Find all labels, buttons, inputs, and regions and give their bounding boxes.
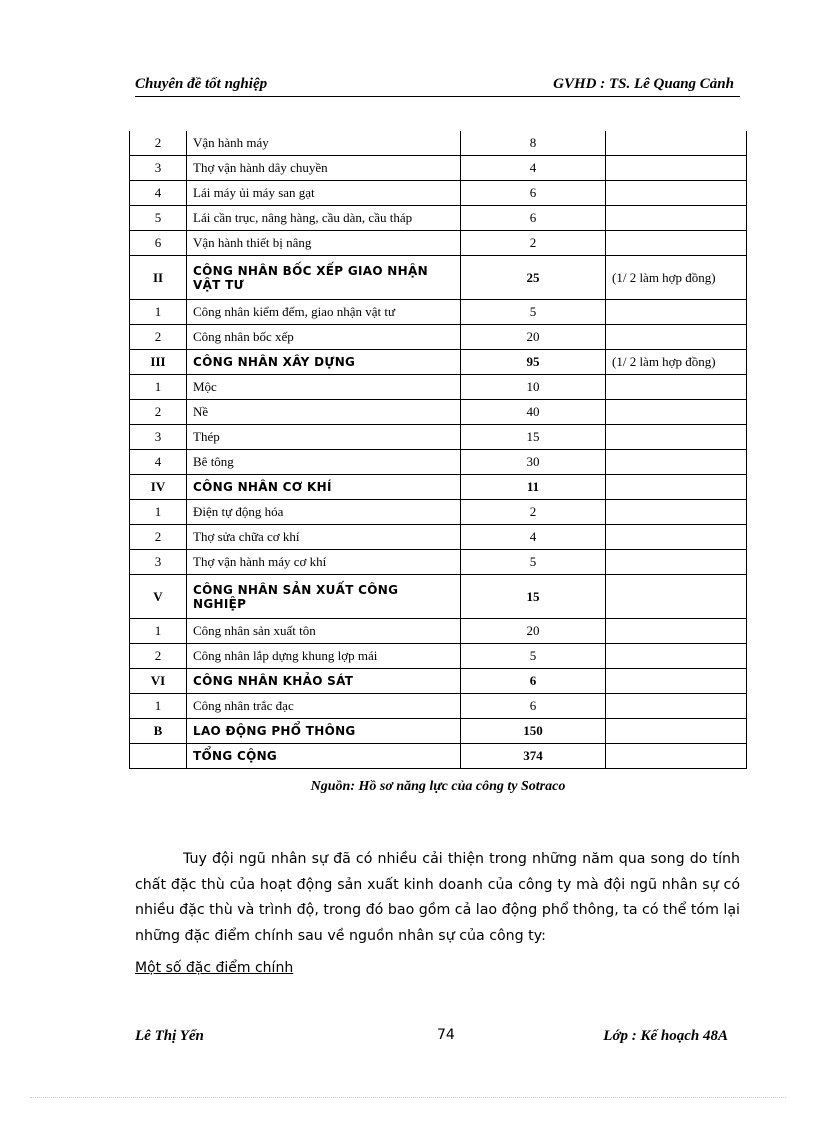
row-note-cell: (1/ 2 làm hợp đồng)	[606, 256, 747, 300]
row-note-cell	[606, 575, 747, 619]
row-name-cell: Thợ vận hành máy cơ khí	[187, 550, 461, 575]
row-quantity-cell: 374	[461, 744, 606, 769]
header-advisor: GVHD : TS. Lê Quang Cảnh	[553, 76, 734, 92]
row-note-cell	[606, 300, 747, 325]
row-quantity-cell: 15	[461, 425, 606, 450]
table-row	[130, 300, 747, 325]
row-name-cell: Công nhân trắc đạc	[187, 694, 461, 719]
row-name-cell: TỔNG CỘNG	[187, 744, 461, 769]
row-note-cell	[606, 375, 747, 400]
table-row	[130, 231, 747, 256]
row-number-cell: 2	[130, 131, 187, 156]
table-row	[130, 400, 747, 425]
row-name-cell: Thợ sửa chữa cơ khí	[187, 525, 461, 550]
row-number-cell: 2	[130, 400, 187, 425]
row-note-cell	[606, 694, 747, 719]
row-number-cell: III	[130, 350, 187, 375]
row-number-cell: 2	[130, 525, 187, 550]
row-number-cell: 4	[130, 450, 187, 475]
row-note-cell	[606, 744, 747, 769]
table-row	[130, 550, 747, 575]
row-quantity-cell: 6	[461, 206, 606, 231]
source-caption: Nguồn: Hồ sơ năng lực của công ty Sotraco	[310, 779, 566, 794]
row-quantity-cell: 95	[461, 350, 606, 375]
row-note-cell	[606, 525, 747, 550]
row-note-cell	[606, 669, 747, 694]
row-number-cell	[130, 744, 187, 769]
row-quantity-cell: 11	[461, 475, 606, 500]
row-name-cell: CÔNG NHÂN BỐC XẾP GIAO NHẬN VẬT TƯ	[187, 256, 461, 300]
row-name-cell: CÔNG NHÂN XÂY DỰNG	[187, 350, 461, 375]
row-number-cell: 3	[130, 425, 187, 450]
row-name-cell: Công nhân kiểm đếm, giao nhận vật tư	[187, 300, 461, 325]
row-quantity-cell: 5	[461, 300, 606, 325]
table-row	[130, 694, 747, 719]
row-number-cell: 1	[130, 619, 187, 644]
staff-table	[129, 131, 747, 769]
table-row	[130, 644, 747, 669]
row-quantity-cell: 4	[461, 156, 606, 181]
row-name-cell: Công nhân sản xuất tôn	[187, 619, 461, 644]
row-quantity-cell: 20	[461, 325, 606, 350]
row-number-cell: 4	[130, 181, 187, 206]
table-row	[130, 525, 747, 550]
row-note-cell	[606, 131, 747, 156]
row-number-cell: 3	[130, 550, 187, 575]
table-row	[130, 375, 747, 400]
table-row	[130, 131, 747, 156]
row-name-cell: Công nhân lắp dựng khung lợp mái	[187, 644, 461, 669]
row-name-cell: Công nhân bốc xếp	[187, 325, 461, 350]
row-quantity-cell: 40	[461, 400, 606, 425]
row-quantity-cell: 6	[461, 669, 606, 694]
row-quantity-cell: 8	[461, 131, 606, 156]
row-quantity-cell: 5	[461, 550, 606, 575]
table-row	[130, 500, 747, 525]
row-number-cell: 2	[130, 325, 187, 350]
row-note-cell	[606, 450, 747, 475]
row-name-cell: Vận hành máy	[187, 131, 461, 156]
row-name-cell: CÔNG NHÂN SẢN XUẤT CÔNG NGHIỆP	[187, 575, 461, 619]
row-number-cell: II	[130, 256, 187, 300]
footer-class: Lớp : Kế hoạch 48A	[603, 1028, 728, 1044]
row-number-cell: VI	[130, 669, 187, 694]
row-note-cell	[606, 619, 747, 644]
row-name-cell: CÔNG NHÂN CƠ KHÍ	[187, 475, 461, 500]
row-name-cell: Mộc	[187, 375, 461, 400]
row-name-cell: Lái cần trục, nâng hàng, cầu dàn, cầu tháp	[187, 206, 461, 231]
row-quantity-cell: 20	[461, 619, 606, 644]
table-row	[130, 425, 747, 450]
row-quantity-cell: 30	[461, 450, 606, 475]
staff-table-body	[130, 131, 747, 769]
row-quantity-cell: 4	[461, 525, 606, 550]
row-name-cell: Thép	[187, 425, 461, 450]
header-title: Chuyên đề tốt nghiệp	[135, 76, 268, 92]
row-name-cell: LAO ĐỘNG PHỔ THÔNG	[187, 719, 461, 744]
row-number-cell: 1	[130, 300, 187, 325]
footer-page-number: 74	[437, 1027, 455, 1043]
row-quantity-cell: 6	[461, 694, 606, 719]
row-name-cell: Bê tông	[187, 450, 461, 475]
row-note-cell: (1/ 2 làm hợp đồng)	[606, 350, 747, 375]
page-header	[135, 74, 740, 97]
table-row	[130, 156, 747, 181]
row-number-cell: 2	[130, 644, 187, 669]
page-bottom-divider	[30, 1097, 786, 1098]
row-quantity-cell: 5	[461, 644, 606, 669]
table-group-row	[130, 575, 747, 619]
paragraph-text: Tuy đội ngũ nhân sự đã có nhiều cải thiện trong những năm qua song do tính chất đặc thù của hoạt động sản xuất kinh doanh của công ty mà đội ngũ nhân sự có nhiều đặc thù và trình độ, trong đó bao gồm cả lao động phổ thông, ta có thể tóm lại những đặc điểm chính sau về nguồn nhân sự của công ty:	[135, 851, 740, 944]
row-quantity-cell: 10	[461, 375, 606, 400]
body-paragraph	[135, 847, 740, 949]
section-subheading: Một số đặc điểm chính	[135, 960, 294, 976]
row-note-cell	[606, 156, 747, 181]
row-number-cell: 1	[130, 375, 187, 400]
row-number-cell: B	[130, 719, 187, 744]
row-name-cell: Vận hành thiết bị nâng	[187, 231, 461, 256]
row-note-cell	[606, 425, 747, 450]
table-group-row	[130, 350, 747, 375]
row-name-cell: Điện tự động hóa	[187, 500, 461, 525]
row-name-cell: Thợ vận hành dây chuyền	[187, 156, 461, 181]
row-note-cell	[606, 500, 747, 525]
row-note-cell	[606, 231, 747, 256]
table-row	[130, 206, 747, 231]
row-number-cell: IV	[130, 475, 187, 500]
table-row	[130, 325, 747, 350]
table-row	[130, 619, 747, 644]
row-quantity-cell: 15	[461, 575, 606, 619]
table-group-row	[130, 744, 747, 769]
footer-author: Lê Thị Yến	[135, 1028, 204, 1044]
row-note-cell	[606, 644, 747, 669]
row-name-cell: CÔNG NHÂN KHẢO SÁT	[187, 669, 461, 694]
row-number-cell: 1	[130, 500, 187, 525]
row-quantity-cell: 2	[461, 500, 606, 525]
row-number-cell: 5	[130, 206, 187, 231]
row-quantity-cell: 150	[461, 719, 606, 744]
row-note-cell	[606, 400, 747, 425]
row-name-cell: Nề	[187, 400, 461, 425]
row-note-cell	[606, 181, 747, 206]
table-group-row	[130, 475, 747, 500]
row-number-cell: 3	[130, 156, 187, 181]
row-quantity-cell: 25	[461, 256, 606, 300]
row-number-cell: 1	[130, 694, 187, 719]
table-row	[130, 181, 747, 206]
row-name-cell: Lái máy ủi máy san gạt	[187, 181, 461, 206]
table-group-row	[130, 719, 747, 744]
row-number-cell: 6	[130, 231, 187, 256]
row-note-cell	[606, 325, 747, 350]
row-note-cell	[606, 475, 747, 500]
row-quantity-cell: 6	[461, 181, 606, 206]
row-note-cell	[606, 206, 747, 231]
row-note-cell	[606, 719, 747, 744]
row-quantity-cell: 2	[461, 231, 606, 256]
table-group-row	[130, 256, 747, 300]
table-row	[130, 450, 747, 475]
table-group-row	[130, 669, 747, 694]
row-number-cell: V	[130, 575, 187, 619]
row-note-cell	[606, 550, 747, 575]
